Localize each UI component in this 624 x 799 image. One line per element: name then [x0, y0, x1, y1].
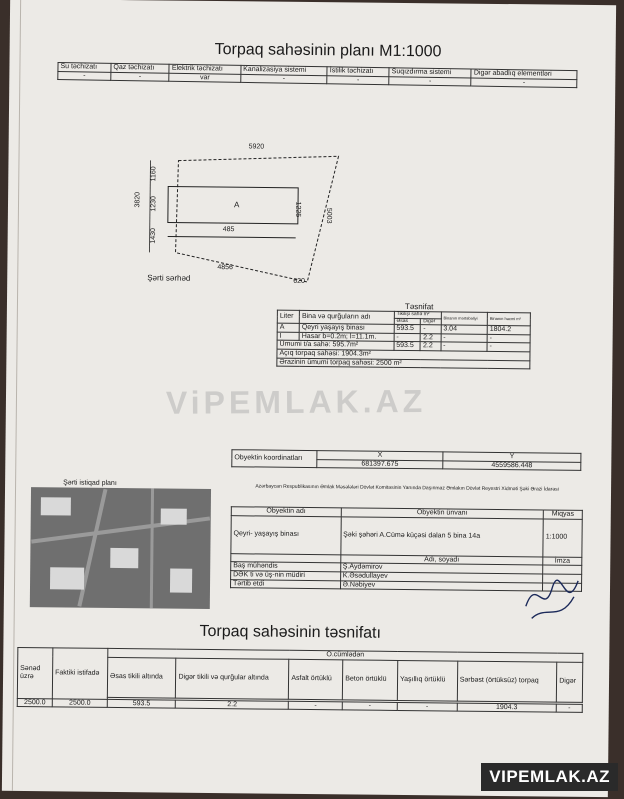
- val-sewer: -: [240, 74, 327, 84]
- legend-h-esas: Əsas: [394, 318, 421, 325]
- col-water: Su təchizatı: [58, 62, 111, 72]
- signer-role-1: Baş mühəndis: [231, 562, 341, 572]
- signer-name-2: K.Əsədullayev: [340, 572, 543, 583]
- col-heating: İstilik təchizatı: [327, 67, 389, 77]
- signer-name-3: Ə.Nəbiyev: [340, 581, 543, 592]
- dim-inner: 485: [222, 226, 235, 234]
- dim-left-a: 1160: [150, 166, 158, 182]
- coords-x: 681397.675: [317, 459, 443, 469]
- classification-table: [17, 647, 584, 713]
- col-water-heating: Suqızdırma sistemi: [389, 68, 471, 78]
- signer-role-2: DƏK ti və üş-nin müdiri: [231, 571, 341, 581]
- class-col: Digər: [557, 662, 583, 702]
- coords-label: Obyektin koordinatları: [232, 450, 317, 468]
- class-col: Digər tikili və qurğular altında: [176, 658, 289, 699]
- legend-total-area: Ərazinin ümumi torpaq sahəsi: 2500 m²: [277, 358, 530, 369]
- class-val: -: [289, 701, 343, 710]
- watermark: ViPEMLAK.AZ: [165, 382, 427, 421]
- col-gas: Qaz təchizatı: [111, 63, 170, 73]
- coords-table: [231, 449, 581, 471]
- class-col: Əsas tikili altında: [107, 657, 176, 698]
- val-gas: -: [111, 72, 170, 82]
- cell: -: [441, 334, 487, 343]
- object-address: Şəki şəhəri A.Cümə küçəsi dalan 5 bina 14a: [340, 517, 543, 557]
- coords-x-label: X: [317, 451, 443, 461]
- class-val: 2500.0: [17, 698, 52, 707]
- class-val: 593.5: [107, 699, 175, 708]
- cell: -: [441, 342, 487, 351]
- building-letter: A: [233, 200, 240, 210]
- val-water: -: [58, 71, 111, 81]
- boundary-label: Şərti sərhəd: [147, 273, 191, 283]
- cell: -: [421, 325, 441, 334]
- col-electric: Elektrik təchizatı: [169, 64, 240, 74]
- class-val: 2.2: [176, 700, 289, 710]
- classification-title: Torpaq sahəsinin təsnifatı: [199, 622, 382, 642]
- coords-y-label: Y: [443, 452, 581, 462]
- class-col: Sərbəst (örtüksüz) torpaq: [457, 661, 557, 702]
- cell: Hasar b=0.2m; l=11.1m.: [299, 332, 394, 342]
- class-h-sened: Sənəd üzrə: [17, 647, 53, 698]
- object-scale: 1:1000: [543, 519, 582, 557]
- dim-left-b: 1230: [150, 196, 158, 212]
- val-other: -: [471, 78, 577, 88]
- cell: 3.04: [441, 325, 487, 334]
- class-val: -: [556, 704, 582, 713]
- dim-bottom: 4856: [217, 264, 233, 272]
- plot-plan: [127, 140, 359, 292]
- dim-left: 3820: [134, 191, 142, 208]
- cell: Ümumi t/a sahə: 595.7m²: [277, 341, 394, 351]
- cell: -: [394, 333, 421, 342]
- legend-h-area: Tikilişi sahə m²: [394, 311, 441, 318]
- legend-h-liter: Liter: [277, 310, 299, 323]
- legend-h-volume: Binanın həcmi m³: [487, 312, 530, 325]
- cell: -: [487, 334, 530, 343]
- object-h-address: Obyektin ünvanı: [341, 508, 544, 519]
- col-other: Digər abadlıq elementləri: [471, 69, 577, 79]
- object-h-name: Obyektin adı: [231, 507, 341, 517]
- scheme-map-image: [30, 487, 211, 609]
- cell: 593.5: [394, 342, 421, 351]
- cell: 593.5: [394, 324, 421, 333]
- object-name: Qeyri- yaşayış binası: [231, 515, 341, 554]
- class-h-group: O.cümlədən: [108, 648, 583, 662]
- page-title: Torpaq sahəsinin planı M1:1000: [214, 40, 442, 61]
- signer-name-1: Ş.Aydəmirov: [340, 563, 543, 574]
- class-col: Beton örtüklü: [343, 660, 398, 701]
- val-water-heating: -: [389, 76, 471, 86]
- legend-table: [276, 310, 531, 370]
- document-page: [2, 0, 616, 797]
- legend-h-diger: Digər: [421, 318, 441, 325]
- legend-h-floors: Binanın mərtəbəliyi: [441, 312, 488, 325]
- scheme-label: Şərti istiqad planı: [63, 479, 117, 487]
- class-val: -: [397, 702, 457, 711]
- cell: Qeyri yaşayış binası: [299, 323, 394, 333]
- dim-right: 5003: [325, 207, 333, 224]
- cell: I: [277, 332, 299, 341]
- cell: A: [277, 323, 299, 332]
- class-val: 1904.3: [457, 703, 557, 713]
- class-val: -: [342, 702, 397, 711]
- dim-right-inner: 1225: [294, 201, 302, 218]
- handwritten-signature: [522, 566, 583, 627]
- col-sewer: Kanalizasiya sistemi: [241, 65, 328, 75]
- legend-title: Təsnifat: [404, 302, 434, 312]
- utilities-table: [57, 62, 577, 89]
- val-heating: -: [327, 75, 389, 85]
- dim-top: 5920: [248, 143, 265, 151]
- cell: 2.2: [420, 342, 440, 351]
- cell: 1804.2: [487, 325, 530, 334]
- legend-open-area: Açıq torpaq sahəsi: 1904.3m²: [277, 349, 530, 360]
- coords-y: 4559586.448: [443, 461, 581, 471]
- signer-role-3: Tərtib etdi: [231, 579, 341, 589]
- class-col: Asfalt örtüklü: [289, 659, 343, 700]
- dim-left-c: 1430: [149, 228, 158, 244]
- legend-h-name: Bina və qurğuların adı: [299, 310, 394, 324]
- class-h-faktiki: Faktiki istifadə: [52, 648, 108, 699]
- object-h-fullname: Adı, soyadı: [340, 555, 543, 566]
- class-val: 2500.0: [52, 699, 107, 708]
- cell: 2.2: [421, 333, 441, 342]
- dim-corner: 620: [293, 277, 305, 285]
- val-electric: var: [169, 73, 240, 83]
- site-brand-badge: VIPEMLAK.AZ: [481, 763, 618, 791]
- cell: -: [487, 343, 530, 352]
- class-col: Yaşıllıq örtüklü: [397, 660, 457, 701]
- agency-text: Azərbaycan Respublikasının Əmlak Məsələləri Dövlət Komitəsinin Yanında Daşınmaz Əmlakın Dövlət Reyestri Xidməti Şəki Ərazi İdarəsi: [255, 483, 559, 493]
- object-h-scale: Miqyas: [543, 510, 582, 519]
- object-h-sign: İmza: [543, 557, 582, 566]
